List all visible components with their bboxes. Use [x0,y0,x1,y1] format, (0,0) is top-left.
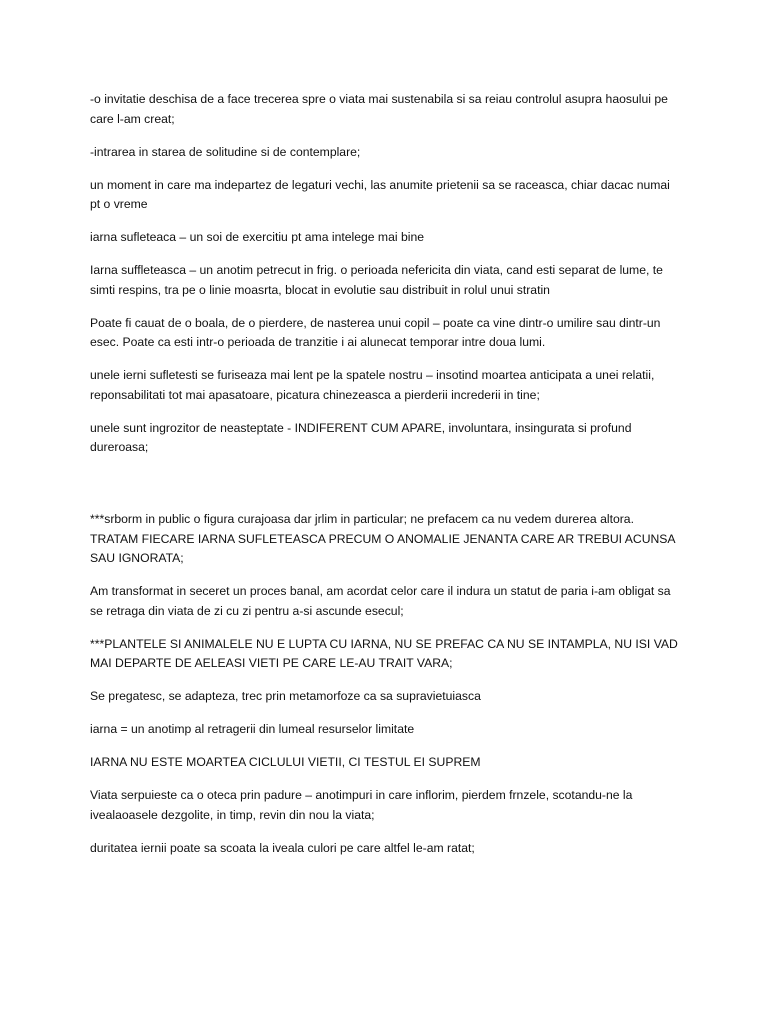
paragraph-retreat-season: iarna = un anotimp al retragerii din lumeal resurselor limitate [90,722,415,736]
paragraph-cold-season: Iarna suffleteasca – un anotim petrecut in frig. o perioada nefericita din viata, cand esti separat de lume, te simti respins, tra pe o linie moasrta, blocat in evolutie sau distribuit in rolul unui stratin [90,263,663,297]
paragraph-hidden-colors: duritatea iernii poate sa scoata la iveala culori pe care altfel le-am ratat; [90,840,475,855]
paragraph-plants-animals: ***PLANTELE SI ANIMALELE NU E LUPTA CU IARNA, NU SE PREFAC CA NU SE INTAMPLA, NU ISI VAD MAI DEPARTE DE AELEASI VIETI PE CARE LE-AU TRAIT VARA; [90,636,678,670]
paragraph-adapt: Se pregatesc, se adapteza, trec prin metamorfoze ca sa supravietuiasca [90,689,481,703]
paragraph-solitude: -intrarea in starea de solitudine si de contemplare; [90,144,361,159]
paragraph-slow-winters: unele ierni sufletesti se furiseaza mai lent pe la spatele nostru – insotind moartea anticipata a unei relatii, reponsabilitati tot mai apasatoare, picatura chinezeasca a pierderii increderii in tine; [90,368,655,402]
paragraph-supreme-test: IARNA NU ESTE MOARTEA CICLULUI VIETII, CI TESTUL EI SUPREM [90,755,481,769]
paragraph-invitation: -o invitatie deschisa de a face trecerea spre o viata mai sustenabila si sa reiau controlul asupra haosului pe care l-am creat; [90,92,668,126]
document-body [90,90,680,872]
paragraph-exercise: iarna sufleteaca – un soi de exercitiu pt ama intelege mai bine [90,230,425,244]
paragraph-old-ties: un moment in care ma indepartez de legaturi vechi, las anumite prietenii sa se raceasca, chiar dacac numai pt o vreme [90,177,670,211]
paragraph-unexpected: unele sunt ingrozitor de neasteptate - INDIFERENT CUM APARE, involuntara, insingurata si profund dureroasa; [90,420,632,454]
paragraph-public-figure: ***srborm in public o figura curajoasa dar jrlim in particular; ne prefacem ca nu vedem durerea altora. TRATAM FIECARE IARNA SUFLETEASCA PRECUM O ANOMALIE JENANTA CARE AR TREBUI ACUNSA SAU IGNORATA; [90,512,675,565]
paragraph-forest-path: Viata serpuieste ca o oteca prin padure – anotimpuri in care inflorim, pierdem frnzele, scotandu-ne la ivealaoasele dezgolite, in timp, revin din nou la viata; [90,788,633,822]
paragraph-secret-process: Am transformat in seceret un proces banal, am acordat celor care il indura un statut de paria i-am obligat sa se retraga din viata de zi cu zi pentru a-si ascunde esecul; [90,584,671,618]
paragraph-causes: Poate fi cauat de o boala, de o pierdere, de nasterea unui copil – poate ca vine dintr-o umilire sau dintr-un esec. Poate ca esti intr-o perioada de tranzitie i ai alunecat temporar intre doua lumi. [90,315,661,349]
paragraph-gap [90,471,680,510]
